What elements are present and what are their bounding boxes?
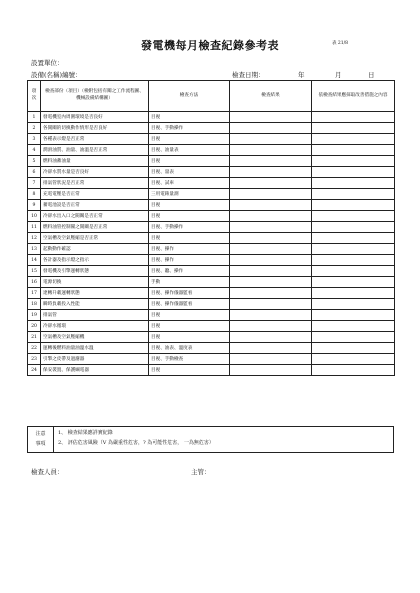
inspection-item-cell: 各開關的切換動作情形是否良好: [41, 123, 149, 134]
inspection-result-cell[interactable]: [230, 332, 312, 343]
inspection-method-cell: 目視、聽、操作: [149, 266, 230, 277]
row-number-cell: 14: [28, 255, 41, 266]
row-number-cell: 4: [28, 145, 41, 156]
row-number-cell: 17: [28, 288, 41, 299]
inspection-result-cell[interactable]: [230, 288, 312, 299]
inspection-result-cell[interactable]: [230, 145, 312, 156]
inspection-result-cell[interactable]: [230, 244, 312, 255]
corrective-action-cell[interactable]: [312, 354, 395, 365]
inspection-result-cell[interactable]: [230, 200, 312, 211]
inspection-method-cell: 目視、量表: [149, 167, 230, 178]
corrective-action-cell[interactable]: [312, 178, 395, 189]
date-year-label: 年: [298, 71, 305, 79]
header-inspection-result: 檢查結果: [230, 81, 312, 112]
inspection-method-cell: 目視: [149, 332, 230, 343]
row-number-cell: 13: [28, 244, 41, 255]
inspection-item-cell: 排氣管狀況是否正常: [41, 178, 149, 189]
inspection-result-cell[interactable]: [230, 211, 312, 222]
inspection-method-cell: 目視: [149, 211, 230, 222]
table-row: [28, 332, 395, 343]
inspection-result-cell[interactable]: [230, 299, 312, 310]
inspection-method-cell: 目視: [149, 200, 230, 211]
inspection-date-label: 檢查日期：: [232, 71, 265, 79]
inspection-method-cell: 目視: [149, 112, 230, 123]
inspection-item-cell: 引擎之皮帶及過濾器: [41, 354, 149, 365]
inspection-item-cell: 蓄電池設是否正常: [41, 200, 149, 211]
inspection-item-cell: 各種表示燈是否正常: [41, 134, 149, 145]
inspection-item-cell: 空氣槽及空氣壓縮是否正常: [41, 233, 149, 244]
corrective-action-cell[interactable]: [312, 266, 395, 277]
row-number-cell: 21: [28, 332, 41, 343]
manager-signature-label: 主管：: [191, 468, 211, 476]
inspection-result-cell[interactable]: [230, 266, 312, 277]
inspection-item-cell: 電源切換: [41, 277, 149, 288]
inspection-method-cell: 目視、油表、溫度表: [149, 343, 230, 354]
inspection-result-cell[interactable]: [230, 222, 312, 233]
inspection-method-cell: 目視、操作儀器監看: [149, 288, 230, 299]
inspection-method-cell: 目視、操作儀器監看: [149, 299, 230, 310]
inspection-method-cell: 目視: [149, 156, 230, 167]
corrective-action-cell[interactable]: [312, 277, 395, 288]
inspection-method-cell: 目視、手動操作: [149, 222, 230, 233]
corrective-action-cell[interactable]: [312, 189, 395, 200]
table-row: [28, 233, 395, 244]
row-number-cell: 3: [28, 134, 41, 145]
installation-unit-label: 設置單位：: [31, 59, 64, 67]
table-row: [28, 255, 395, 266]
inspection-item-cell: 達轉升載運轉狀態: [41, 288, 149, 299]
corrective-action-cell[interactable]: [312, 134, 395, 145]
inspection-item-cell: 潤滑油質、油量、油溫是否正常: [41, 145, 149, 156]
corrective-action-cell[interactable]: [312, 233, 395, 244]
table-row: [28, 321, 395, 332]
inspection-result-cell[interactable]: [230, 123, 312, 134]
date-month-label: 月: [335, 71, 342, 79]
inspection-result-cell[interactable]: [230, 321, 312, 332]
notes-box: [27, 426, 394, 453]
inspection-method-cell: 目視、手動檢查: [149, 354, 230, 365]
corrective-action-cell[interactable]: [312, 167, 395, 178]
table-row: [28, 266, 395, 277]
row-number-cell: 19: [28, 310, 41, 321]
corrective-action-cell[interactable]: [312, 299, 395, 310]
row-number-cell: 7: [28, 178, 41, 189]
inspection-result-cell[interactable]: [230, 310, 312, 321]
row-number-cell: 2: [28, 123, 41, 134]
inspection-item-cell: 空氣槽及空氣壓縮機: [41, 332, 149, 343]
inspection-method-cell: 目視: [149, 321, 230, 332]
row-number-cell: 1: [28, 112, 41, 123]
corrective-action-cell[interactable]: [312, 332, 395, 343]
row-number-cell: 8: [28, 189, 41, 200]
inspection-method-cell: 目視、手動操作: [149, 123, 230, 134]
date-day-label: 日: [368, 71, 375, 79]
table-row: [28, 354, 395, 365]
notes-label-line: 事項: [35, 440, 46, 447]
row-number-cell: 22: [28, 343, 41, 354]
table-row: [28, 365, 395, 376]
inspection-item-cell: 排氣管: [41, 310, 149, 321]
corrective-action-cell[interactable]: [312, 145, 395, 156]
row-number-cell: 12: [28, 233, 41, 244]
row-number-cell: 20: [28, 321, 41, 332]
table-header-row: [28, 81, 395, 112]
corrective-action-cell[interactable]: [312, 200, 395, 211]
inspection-item-cell: 各計器及指示燈之指示: [41, 255, 149, 266]
corrective-action-cell[interactable]: [312, 255, 395, 266]
table-row: [28, 189, 395, 200]
corrective-action-cell[interactable]: [312, 123, 395, 134]
row-number-cell: 5: [28, 156, 41, 167]
inspection-item-cell: 瞬時負載投入性能: [41, 299, 149, 310]
corrective-action-cell[interactable]: [312, 211, 395, 222]
header-item-number: 項次: [28, 81, 41, 112]
table-row: [28, 167, 395, 178]
row-number-cell: 18: [28, 299, 41, 310]
table-row: [28, 288, 395, 299]
corrective-action-cell[interactable]: [312, 222, 395, 233]
equipment-id-label: 設備(名稱)編號：: [31, 71, 82, 79]
row-number-cell: 15: [28, 266, 41, 277]
inspection-method-cell: 目視、試車: [149, 178, 230, 189]
inspection-result-cell[interactable]: [230, 112, 312, 123]
inspection-method-cell: 手動: [149, 277, 230, 288]
inspection-item-cell: 冷卻水質水量是否良好: [41, 167, 149, 178]
table-row: [28, 277, 395, 288]
inspection-method-cell: 目視: [149, 233, 230, 244]
inspection-method-cell: 目視、操作: [149, 244, 230, 255]
inspection-item-cell: 運轉後燃料油量油溫水溫: [41, 343, 149, 354]
inspection-result-cell[interactable]: [230, 343, 312, 354]
inspection-result-cell[interactable]: [230, 178, 312, 189]
header-inspection-item: 檢查部份（項目）（檢附包括有關之工作流程圖、機械設備結構圖）: [41, 81, 149, 112]
row-number-cell: 11: [28, 222, 41, 233]
corrective-action-cell[interactable]: [312, 244, 395, 255]
header-inspection-method: 檢查方法: [149, 81, 230, 112]
notes-label-line: 注意: [35, 431, 46, 437]
row-number-cell: 16: [28, 277, 41, 288]
inspection-result-cell[interactable]: [230, 189, 312, 200]
inspection-result-cell[interactable]: [230, 233, 312, 244]
inspection-table: [27, 80, 395, 376]
notes-label: [28, 427, 54, 452]
row-number-cell: 9: [28, 200, 41, 211]
corrective-action-cell[interactable]: [312, 288, 395, 299]
table-row: [28, 310, 395, 321]
inspection-method-cell: 目視、油量表: [149, 145, 230, 156]
form-title: 發電機每月檢查紀錄參考表: [141, 39, 279, 52]
inspection-item-cell: 充電電壓是否正常: [41, 189, 149, 200]
table-row: [28, 145, 395, 156]
table-row: [28, 222, 395, 233]
inspection-result-cell[interactable]: [230, 167, 312, 178]
note-risk-assessment: 2、 評估危害風險（V 為嚴重性危害，? 為可能性危害， 一為無危害）: [58, 439, 214, 446]
inspection-item-cell: 發電機及引擎運轉狀態: [41, 266, 149, 277]
inspection-item-cell: 冷卻水循環: [41, 321, 149, 332]
table-row: [28, 211, 395, 222]
row-number-cell: 24: [28, 365, 41, 376]
inspection-item-cell: 冷卻水出入口之閥關是否正常: [41, 211, 149, 222]
inspection-result-cell[interactable]: [230, 354, 312, 365]
inspection-method-cell: 目視、操作: [149, 255, 230, 266]
inspection-method-cell: 目視: [149, 134, 230, 145]
inspection-item-cell: 燃料油管控制閥之開關是否正常: [41, 222, 149, 233]
form-reference-code: 表 21/8: [331, 41, 348, 46]
inspector-signature-label: 檢查人員：: [31, 468, 64, 476]
notes-body: [54, 427, 393, 452]
inspection-result-cell[interactable]: [230, 277, 312, 288]
table-row: [28, 134, 395, 145]
inspection-result-cell[interactable]: [230, 365, 312, 376]
table-row: [28, 156, 395, 167]
inspection-result-cell[interactable]: [230, 255, 312, 266]
header-corrective-action: 依檢查結果應採取改善措施之內容: [312, 81, 395, 112]
corrective-action-cell[interactable]: [312, 156, 395, 167]
row-number-cell: 23: [28, 354, 41, 365]
corrective-action-cell[interactable]: [312, 343, 395, 354]
inspection-item-cell: 發電機室內周圍環境是否良好: [41, 112, 149, 123]
table-row: [28, 178, 395, 189]
row-number-cell: 10: [28, 211, 41, 222]
table-row: [28, 244, 395, 255]
inspection-result-cell[interactable]: [230, 156, 312, 167]
table-row: [28, 112, 395, 123]
corrective-action-cell[interactable]: [312, 310, 395, 321]
table-row: [28, 123, 395, 134]
table-row: [28, 343, 395, 354]
inspection-method-cell: 目視: [149, 365, 230, 376]
corrective-action-cell[interactable]: [312, 365, 395, 376]
inspection-item-cell: 保安裝置、保護綱電器: [41, 365, 149, 376]
table-body: [28, 112, 395, 376]
corrective-action-cell[interactable]: [312, 112, 395, 123]
note-record-results: 1、 檢查結果應詳實紀錄: [58, 430, 113, 436]
inspection-method-cell: 三用電錶量測: [149, 189, 230, 200]
inspection-result-cell[interactable]: [230, 134, 312, 145]
corrective-action-cell[interactable]: [312, 321, 395, 332]
inspection-item-cell: 起動動作確認: [41, 244, 149, 255]
table-row: [28, 299, 395, 310]
row-number-cell: 6: [28, 167, 41, 178]
inspection-method-cell: 目視: [149, 310, 230, 321]
inspection-item-cell: 燃料油蓄油量: [41, 156, 149, 167]
table-row: [28, 200, 395, 211]
